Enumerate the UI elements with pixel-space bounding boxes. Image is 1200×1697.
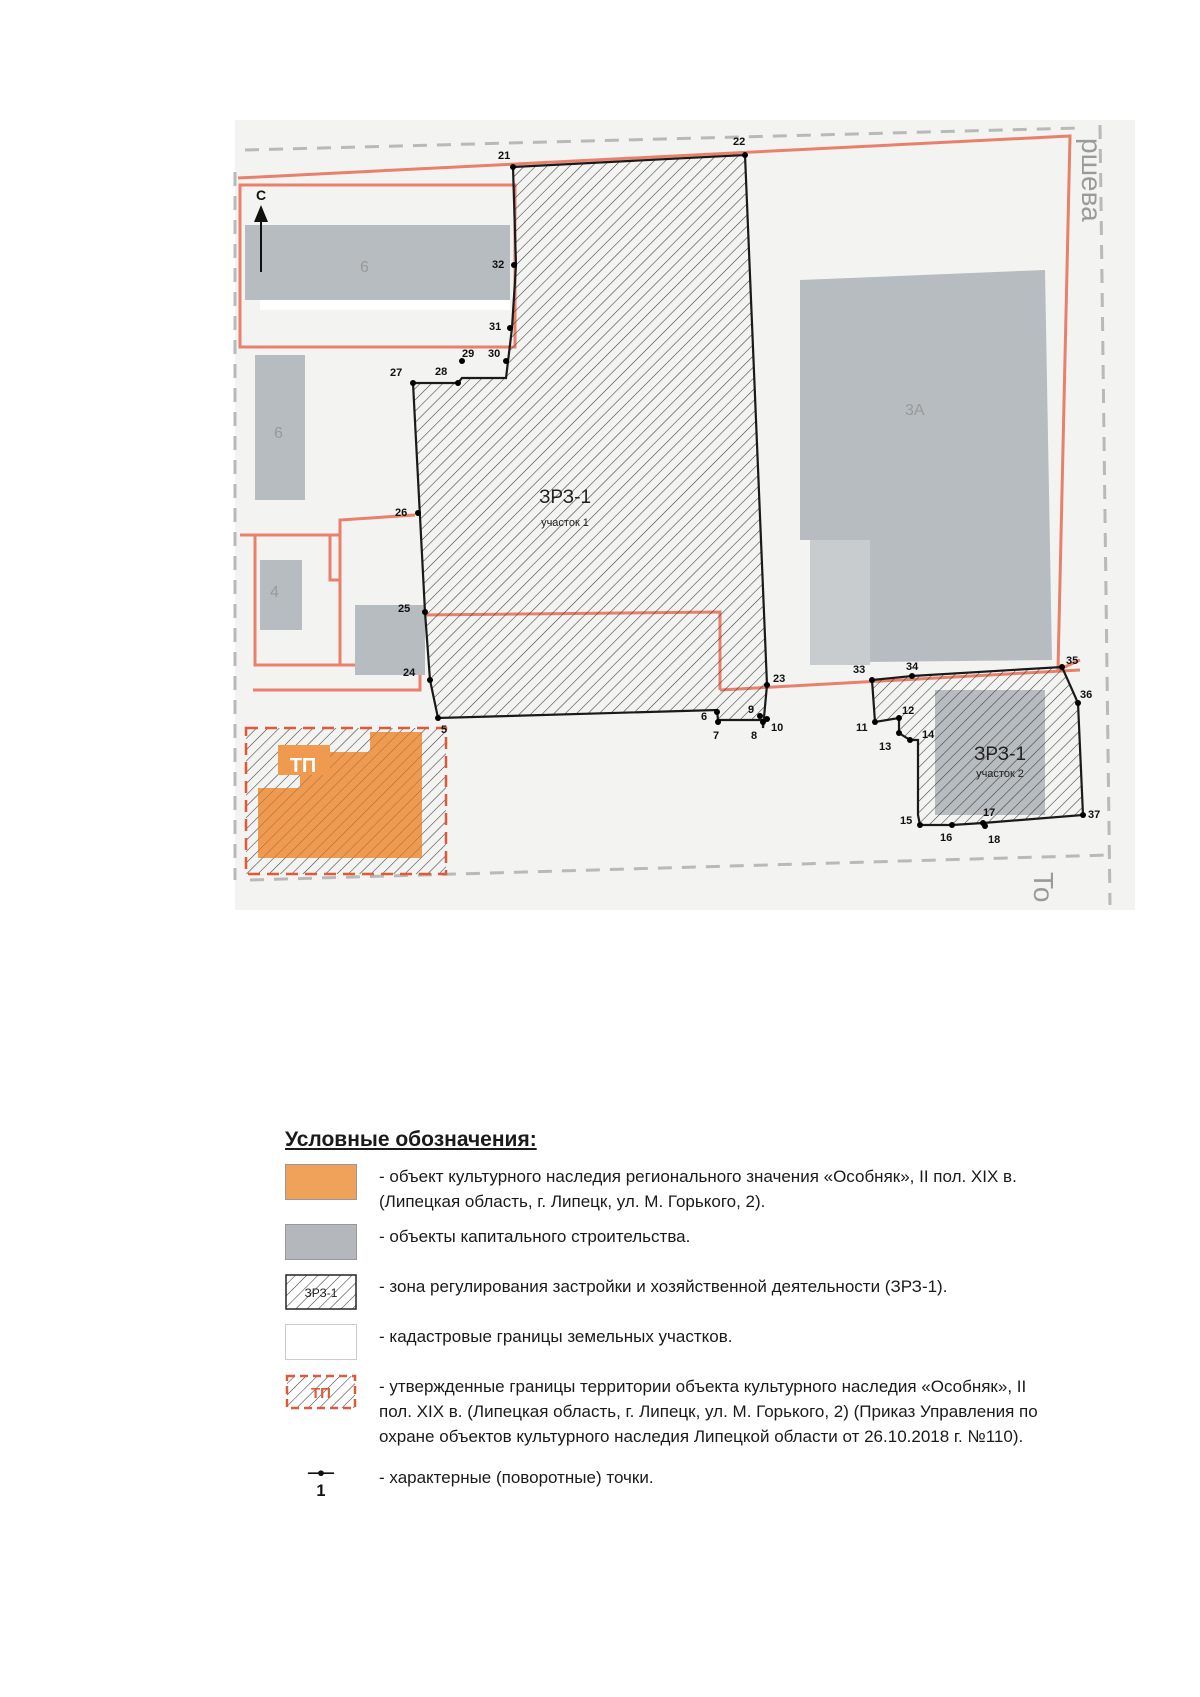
svg-text:36: 36	[1080, 689, 1093, 701]
zrz1-plot2-subtitle: участок 2	[976, 768, 1024, 780]
svg-text:31: 31	[489, 321, 502, 333]
turning-point-swatch-label: 1	[316, 1482, 326, 1501]
svg-text:15: 15	[900, 815, 913, 827]
building-3a-front	[810, 540, 870, 665]
building-6-left-label: 6	[274, 425, 283, 442]
building-4-label: 4	[270, 584, 279, 601]
svg-text:28: 28	[435, 366, 448, 378]
svg-text:13: 13	[879, 741, 892, 753]
svg-text:26: 26	[395, 507, 408, 519]
orange-fill-swatch-icon	[285, 1164, 357, 1200]
svg-text:35: 35	[1066, 655, 1079, 667]
svg-text:14: 14	[922, 729, 935, 741]
svg-text:25: 25	[398, 603, 411, 615]
zrz-swatch-label: ЗРЗ-1	[304, 1286, 338, 1300]
building-3a-label: 3А	[905, 402, 925, 419]
building-6-top	[245, 225, 510, 300]
svg-text:12: 12	[902, 705, 915, 717]
svg-text:21: 21	[498, 150, 511, 162]
zrz1-plot1-subtitle: участок 1	[541, 517, 589, 529]
svg-text:30: 30	[488, 348, 501, 360]
svg-text:16: 16	[940, 832, 953, 844]
svg-text:10: 10	[771, 722, 784, 734]
svg-text:11: 11	[856, 722, 868, 734]
legend-text-cadastral: - кадастровые границы земельных участков.	[379, 1327, 733, 1346]
plain-boundary-swatch-icon	[285, 1324, 357, 1360]
svg-text:34: 34	[906, 661, 919, 673]
building-near-25	[355, 605, 425, 675]
tp-swatch-label: ТП	[311, 1385, 331, 1402]
hatched-zone-swatch-icon	[285, 1274, 357, 1310]
svg-text:27: 27	[390, 367, 403, 379]
svg-text:23: 23	[773, 673, 786, 685]
heritage-territory	[246, 728, 446, 874]
street-name-top-right: ршева	[1076, 138, 1107, 222]
legend-title: Условные обозначения:	[285, 1128, 537, 1151]
legend-text-tp: - утвержденные границы территории объекта культурного наследия «Особняк», II пол. XIX в. (Липецкая область, г. Липецк, ул. М. Горького, 2) (Приказ Управления по охране объектов культурного наследия Липецкой области от 26.10.2018 г. №110).	[379, 1377, 1038, 1446]
street-name-bottom: То	[1028, 872, 1059, 903]
zrz1-plot2-title: ЗРЗ-1	[973, 744, 1027, 765]
svg-text:33: 33	[853, 664, 866, 676]
legend-item-heritage-object	[285, 1164, 1045, 1214]
svg-text:18: 18	[988, 834, 1001, 846]
svg-text:37: 37	[1088, 809, 1101, 821]
legend-text-turning-points: - характерные (поворотные) точки.	[379, 1468, 654, 1487]
svg-text:17: 17	[983, 807, 996, 819]
svg-text:22: 22	[733, 136, 746, 148]
svg-text:24: 24	[403, 667, 416, 679]
building-6-top-label: 6	[360, 259, 369, 276]
building-4	[260, 560, 302, 630]
legend-item-tp	[285, 1374, 1045, 1449]
legend-text-zrz: - зона регулирования застройки и хозяйственной деятельности (ЗРЗ-1).	[379, 1277, 948, 1296]
legend-text-heritage-object: - объект культурного наследия регионального значения «Особняк», II пол. XIX в. (Липецкая область, г. Липецк, ул. М. Горького, 2).	[379, 1167, 1017, 1211]
grey-fill-swatch-icon	[285, 1224, 357, 1260]
legend	[285, 1128, 1045, 1501]
legend-item-zrz	[285, 1274, 1045, 1310]
legend-item-turning-points	[285, 1465, 1045, 1501]
svg-text:8: 8	[751, 730, 758, 742]
red-dashed-tp-swatch-icon	[285, 1374, 357, 1410]
zrz1-plot1-title: ЗРЗ-1	[538, 487, 592, 508]
svg-text:9: 9	[748, 704, 755, 716]
turning-point-symbol-icon	[285, 1465, 357, 1501]
north-label: С	[256, 187, 267, 203]
svg-text:29: 29	[462, 348, 475, 360]
legend-text-buildings: - объекты капитального строительства.	[379, 1227, 691, 1246]
tp-label: ТП	[289, 755, 317, 777]
svg-text:6: 6	[701, 711, 708, 723]
svg-text:7: 7	[713, 730, 720, 742]
svg-text:32: 32	[492, 259, 505, 271]
legend-item-cadastral	[285, 1324, 1045, 1360]
svg-text:5: 5	[441, 724, 448, 736]
legend-item-buildings	[285, 1224, 1045, 1260]
